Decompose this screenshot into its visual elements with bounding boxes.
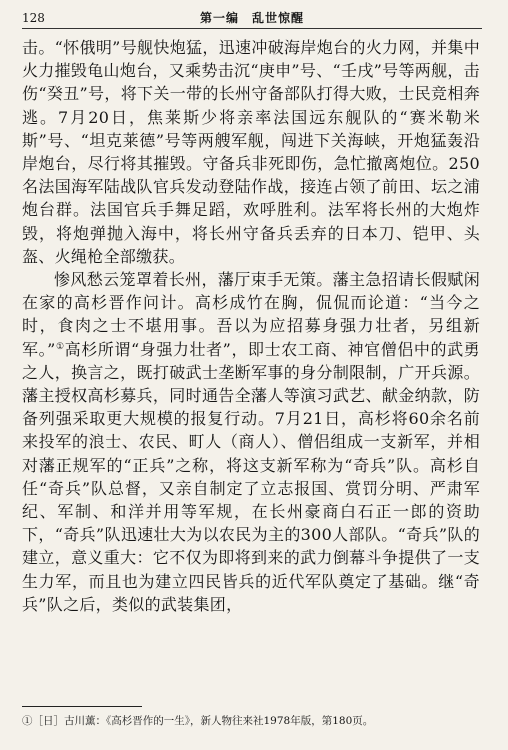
page-number: 128 xyxy=(22,11,45,25)
running-title: 第一编 乱世惊醒 xyxy=(199,11,304,25)
paragraph-2-text-after-note: 高杉所谓“身强力壮者”，即士农工商、神官僧侣中的武勇之人，换言之，既打破武士垄断军事的身分制限制，广开兵源。藩主授权高杉募兵，同时通告全藩人等演习武艺、献金纳款，防备列强采取更大规模的报复行动。7月21日，高杉将60余名前来投军的浪士、农民、町人（商人）、僧侣组成一支新军，并相对藩正规军的“正兵”之称，将这支新军称为“奇兵”队。高杉自任“奇兵”队总督，又亲自制定了立志报国、赏罚分明、严肃军纪、军制、和洋并用等军规，在长州豪商白石正一郎的资助下，“奇兵”队迅速壮大为以农民为主的300人部队。“奇兵”队的建立，意义重大：它不仅为即将到来的武力倒幕斗争提供了一支生力军，而且也为建立四民皆兵的近代军队奠定了基础。继“奇兵”队之后，类似的武装集团， xyxy=(22,339,480,614)
body-text xyxy=(22,36,480,616)
footnote: ①［日］古川薰：《高杉晋作的一生》，新人物往来社1978年版，第180页。 xyxy=(22,715,374,727)
page-header xyxy=(22,8,482,29)
paragraph-1: 击。“怀俄明”号舰快炮猛，迅速冲破海岸炮台的火力网，并集中火力摧毁龟山炮台，又乘势击沉“庚申”号、“壬戌”号等两舰，击伤“癸丑”号，将下关一带的长州守备部队打得大败，士民竞相奔逃。7月20日，焦莱斯少将亲率法国远东舰队的“赛米勒米斯”号、“坦克莱德”号等两艘军舰，闯进下关海峡，开炮猛轰沿岸炮台，尽行将其摧毁。守备兵非死即伤，急忙撤离炮位。250名法国海军陆战队官兵发动登陆作战，接连占领了前田、坛之浦炮台群。法国官兵手舞足蹈，欢呼胜利。法军将长州的大炮炸毁，将炮弹抛入海中，将长州守备兵丢弃的日本刀、铠甲、头盔、火绳枪全部缴获。 xyxy=(22,38,480,266)
footnote-divider xyxy=(22,706,142,707)
paragraph-2-text-before-note: 惨风愁云笼罩着长州，藩厅束手无策。藩主急招请长假赋闲在家的高杉晋作问计。高杉成竹在胸，侃侃而论道：“当今之时，食肉之士不堪用事。吾以为应招募身强力壮者，另组新军。” xyxy=(22,270,480,359)
paragraph-2 xyxy=(22,268,480,616)
footnote-marker: ① xyxy=(55,341,65,352)
